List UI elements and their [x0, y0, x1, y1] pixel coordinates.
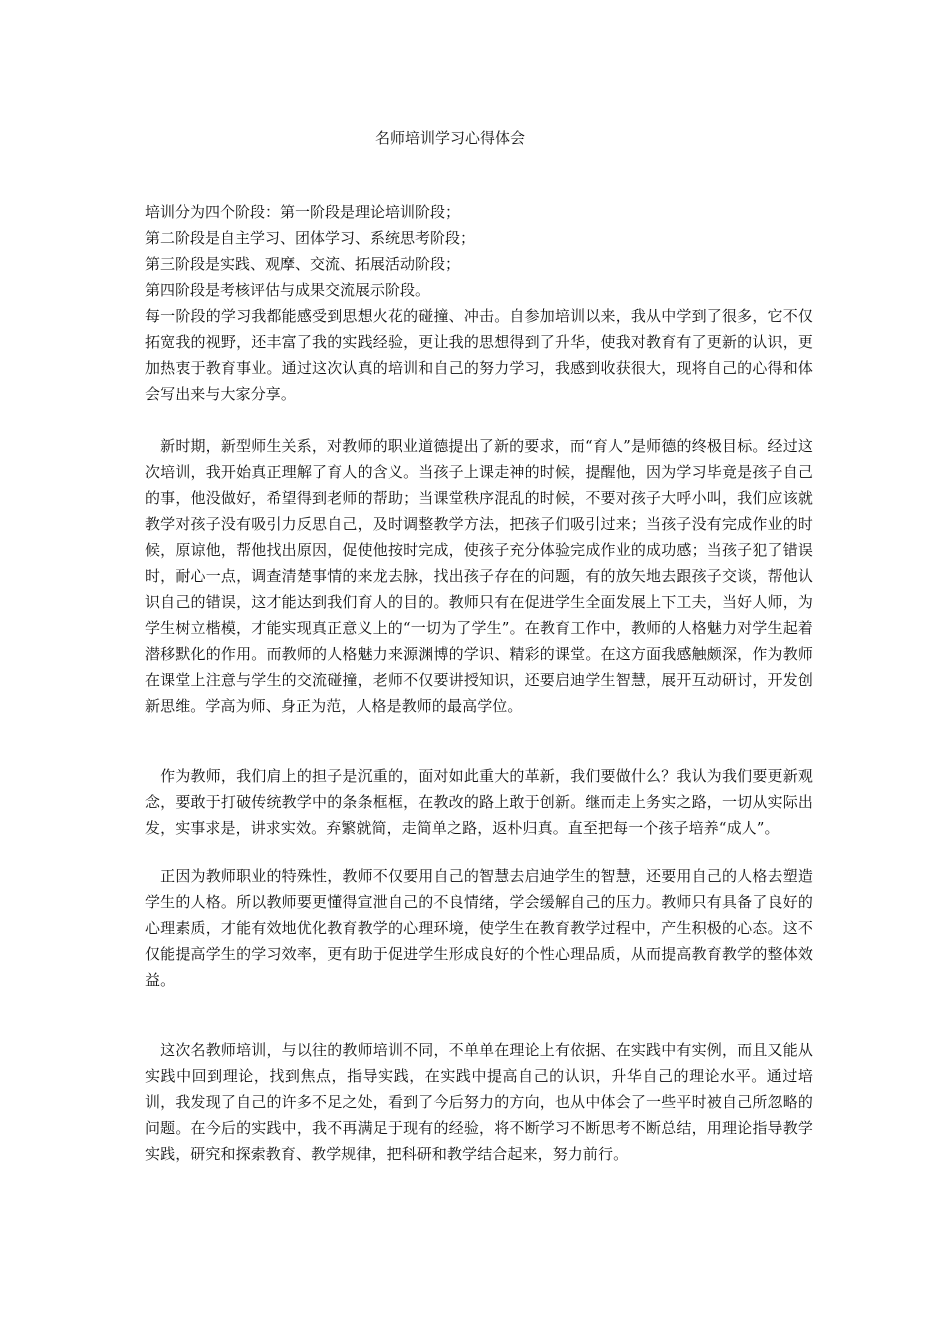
paragraph-conclusion: 这次名教师培训，与以往的教师培训不同，不单单在理论上有依据、在实践中有实例，而且又能从实践中回到理论，找到焦点，指导实践，在实践中提高自己的认识，升华自己的理论水平。通过培训，我发现了自己的许多不足之处，看到了今后努力的方向，也从中体会了一些平时被自己所忽略的问题。在今后的实践中，我不再满足于现有的经验，将不断学习不断思考不断总结，用理论指导教学实践，研究和探索教育、教学规律，把科研和教学结合起来，努力前行。	[145, 1041, 813, 1163]
paragraph-intro: 每一阶段的学习我都能感受到思想火花的碰撞、冲击。自参加培训以来，我从中学到了很多，它不仅拓宽我的视野，还丰富了我的实践经验，更让我的思想得到了升华，使我对教育有了更新的认识，更加热衷于教育事业。通过这次认真的培训和自己的努力学习，我感到收获很大，现将自己的心得和体会写出来与大家分享。	[145, 307, 813, 403]
spacer	[145, 841, 813, 863]
document-body	[145, 199, 813, 1167]
spacer	[145, 993, 813, 1037]
spacer	[145, 407, 813, 433]
paragraph-teacher-ethics: 新时期，新型师生关系，对教师的职业道德提出了新的要求，而“育人”是师德的终极目标。经过这次培训，我开始真正理解了育人的含义。当孩子上课走神的时候，提醒他，因为学习毕竟是孩子自己的事，他没做好，希望得到老师的帮助；当课堂秩序混乱的时候，不要对孩子大呼小叫，我们应该就教学对孩子没有吸引力反思自己，及时调整教学方法，把孩子们吸引过来；当孩子没有完成作业的时候，原谅他，帮他找出原因，促使他按时完成，使孩子充分体验完成作业的成功感；当孩子犯了错误时，耐心一点，调查清楚事情的来龙去脉，找出孩子存在的问题，有的放矢地去跟孩子交谈，帮他认识自己的错误，这才能达到我们育人的目的。教师只有在促进学生全面发展上下工夫，当好人师，为学生树立楷模，才能实现真正意义上的“一切为了学生”。在教育工作中，教师的人格魅力对学生起着潜移默化的作用。而教师的人格魅力来源渊博的学识、精彩的课堂。在这方面我感触颇深，作为教师在课堂上注意与学生的交流碰撞，老师不仅要讲授知识，还要启迪学生智慧，展开互动研讨，开发创新思维。学高为师、身正为范，人格是教师的最高学位。	[145, 437, 813, 715]
stage-line-1: 培训分为四个阶段：第一阶段是理论培训阶段；	[145, 203, 461, 221]
document-title: 名师培训学习心得体会	[374, 129, 525, 147]
stage-line-2: 第二阶段是自主学习、团体学习、系统思考阶段；	[145, 229, 476, 247]
spacer	[145, 719, 813, 763]
paragraph-psychology: 正因为教师职业的特殊性，教师不仅要用自己的智慧去启迪学生的智慧，还要用自己的人格去塑造学生的人格。所以教师要更懂得宣泄自己的不良情绪，学会缓解自己的压力。教师只有具备了良好的心理素质，才能有效地优化教育教学的心理环境，使学生在教育教学过程中，产生积极的心态。这不仅能提高学生的学习效率，更有助于促进学生形成良好的个性心理品质，从而提高教育教学的整体效益。	[145, 867, 813, 989]
stage-line-4: 第四阶段是考核评估与成果交流展示阶段。	[145, 281, 431, 299]
paragraph-innovation: 作为教师，我们肩上的担子是沉重的，面对如此重大的革新，我们要做什么？我认为我们要更新观念，要敢于打破传统教学中的条条框框，在教改的路上敢于创新。继而走上务实之路，一切从实际出发，实事求是，讲求实效。弃繁就简，走简单之路，返朴归真。直至把每一个孩子培养“成人”。	[145, 767, 813, 837]
stage-line-3: 第三阶段是实践、观摩、交流、拓展活动阶段；	[145, 255, 461, 273]
